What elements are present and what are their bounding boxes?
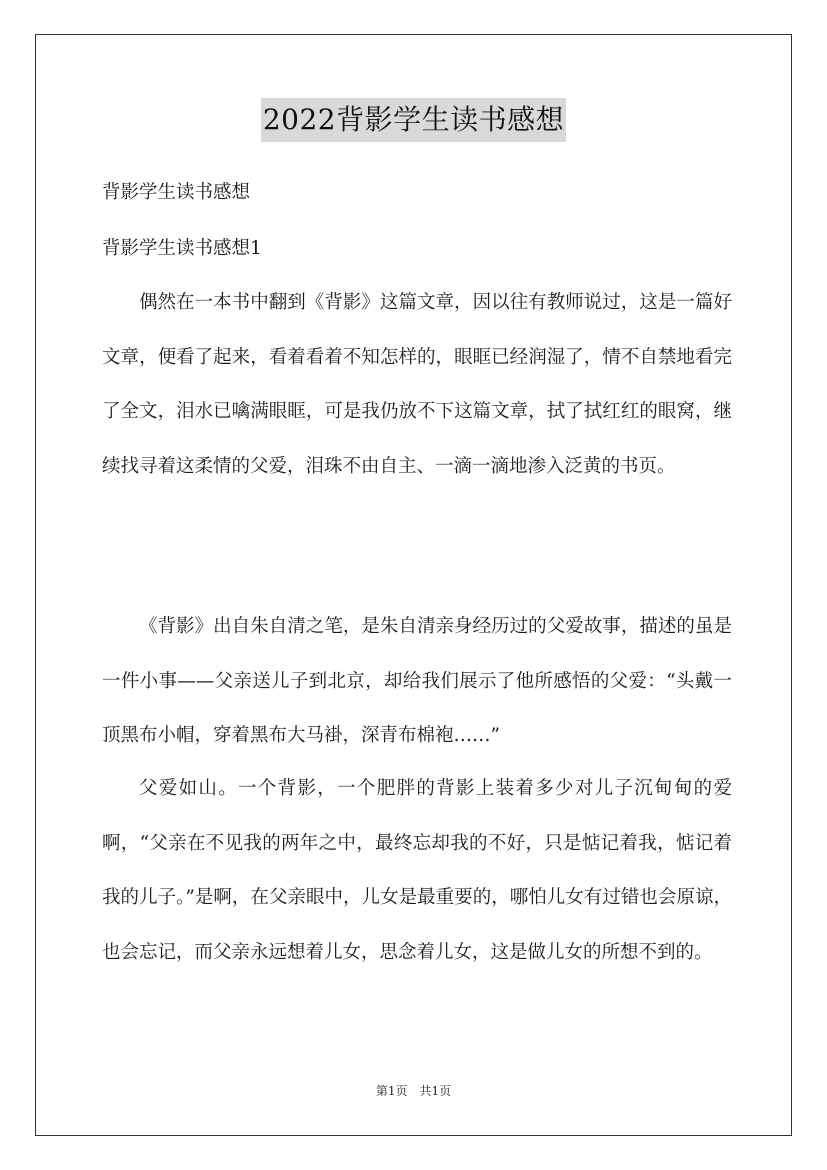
section-heading: 背影学生读书感想1 [102, 238, 262, 259]
paragraph-1: 偶然在一本书中翻到《背影》这篇文章，因以往有教师说过，这是一篇好文章，便看了起来，看着看着不知怎样的，眼眶已经润湿了，情不自禁地看完了全文，泪水已噙满眼眶，可是我仍放不下这篇文章，拭了拭红红的眼窝，继续找寻着这柔情的父爱，泪珠不由自主、一滴一滴地渗入泛黄的书页。 [102, 292, 732, 477]
document-title: 2022背影学生读书感想 [261, 98, 566, 142]
page-footer: 第1页 共1页 [375, 1084, 452, 1098]
paragraph-2: 《背影》出自朱自清之笔，是朱自清亲身经历过的父爱故事，描述的虽是一件小事——父亲送儿子到北京，却给我们展示了他所感悟的父爱：“头戴一顶黑布小帽，穿着黑布大马褂，深青布棉袍……” [102, 616, 732, 746]
paragraph-3: 父爱如山。一个背影，一个肥胖的背影上装着多少对儿子沉甸甸的爱啊，“父亲在不见我的两年之中，最终忘却我的不好，只是惦记着我，惦记着我的儿子。”是啊，在父亲眼中，儿女是最重要的，哪怕儿女有过错也会原谅，也会忘记，而父亲永远想着儿女，思念着儿女，这是做儿女的所想不到的。 [102, 778, 732, 963]
title-container [0, 98, 827, 142]
document-subtitle: 背影学生读书感想 [102, 182, 251, 203]
